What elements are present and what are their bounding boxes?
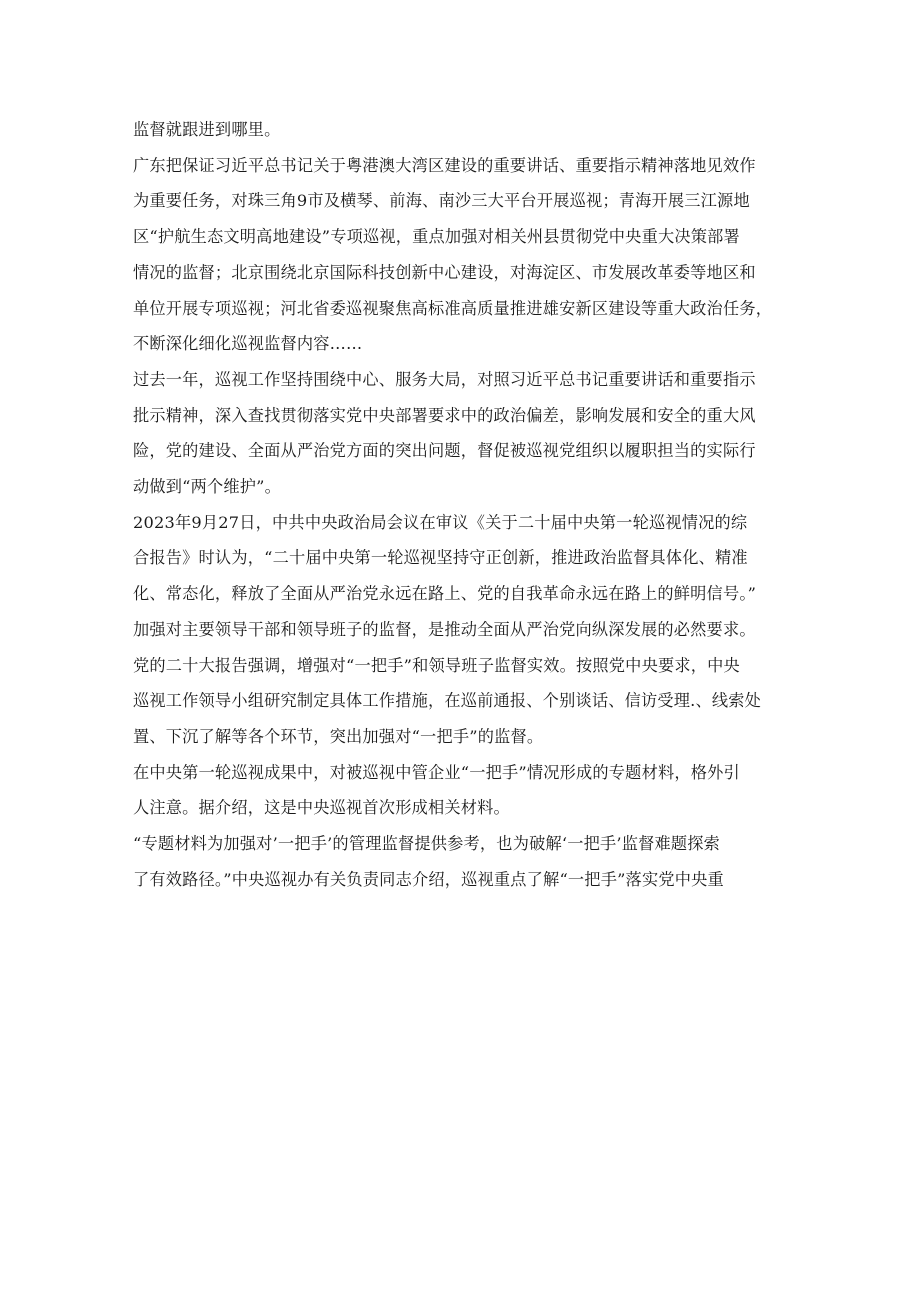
text-line: 区“护航生态文明高地建设”专项巡视，重点加强对相关州县贯彻党中央重大决策部署 <box>133 227 740 247</box>
text-line: 化、常态化，释放了全面从严治党永远在路上、党的自我革命永远在路上的鲜明信号。” <box>133 584 757 604</box>
text-line: 情况的监督；北京围绕北京国际科技创新中心建设，对海淀区、市发展改革委等地区和 <box>133 262 756 282</box>
text-line: 巡视工作领导小组研究制定具体工作措施，在巡前通报、个别谈话、信访受理.、线索处 <box>133 691 762 711</box>
text-line: 了有效路径。”中央巡视办有关负责同志介绍，巡视重点了解“一把手”落实党中央重 <box>133 869 724 889</box>
text-line: 置、下沉了解等各个环节，突出加强对“一把手”的监督。 <box>133 726 544 746</box>
text-line: 批示精神，深入查找贯彻落实党中央部署要求中的政治偏差，影响发展和安全的重大风 <box>133 405 756 425</box>
text-line: 在中央第一轮巡视成果中，对被巡视中管企业“一把手”情况形成的专题材料，格外引 <box>133 762 740 782</box>
text-line: 不断深化细化巡视监督内容…… <box>133 334 363 354</box>
text-line: 过去一年，巡视工作坚持围绕中心、服务大局，对照习近平总书记重要讲话和重要指示 <box>133 369 756 389</box>
text-line: 为重要任务，对珠三角9市及横琴、前海、南沙三大平台开展巡视；青海开展三江源地 <box>133 191 750 211</box>
text-line: 动做到“两个维护”。 <box>133 477 282 497</box>
text-line: 2023年9月27日，中共中央政治局会议在审议《关于二十届中央第一轮巡视情况的综 <box>133 512 748 532</box>
text-line: 险，党的建设、全面从严治党方面的突出问题，督促被巡视党组织以履职担当的实际行 <box>133 441 756 461</box>
text-line: “专题材料为加强对’一把手’的管理监督提供参考，也为破解‘一把手’监督难题探索 <box>133 834 721 854</box>
text-line: 加强对主要领导干部和领导班子的监督，是推动全面从严治党向纵深发展的必然要求。 <box>133 619 756 639</box>
text-line: 监督就跟进到哪里。 <box>133 120 281 139</box>
document-body <box>133 112 783 897</box>
text-line: 单位开展专项巡视；河北省委巡视聚焦高标准高质量推进雄安新区建设等重大政治任务， <box>133 298 773 318</box>
text-line: 合报告》时认为，“二十届中央第一轮巡视坚持守正创新，推进政治监督具体化、精准 <box>133 548 748 568</box>
text-line: 党的二十大报告强调，增强对“一把手”和领导班子监督实效。按照党中央要求，中央 <box>133 655 740 675</box>
text-line: 人注意。据介绍，这是中央巡视首次形成相关材料。 <box>133 798 510 818</box>
text-line: 广东把保证习近平总书记关于粤港澳大湾区建设的重要讲话、重要指示精神落地见效作 <box>133 155 756 175</box>
